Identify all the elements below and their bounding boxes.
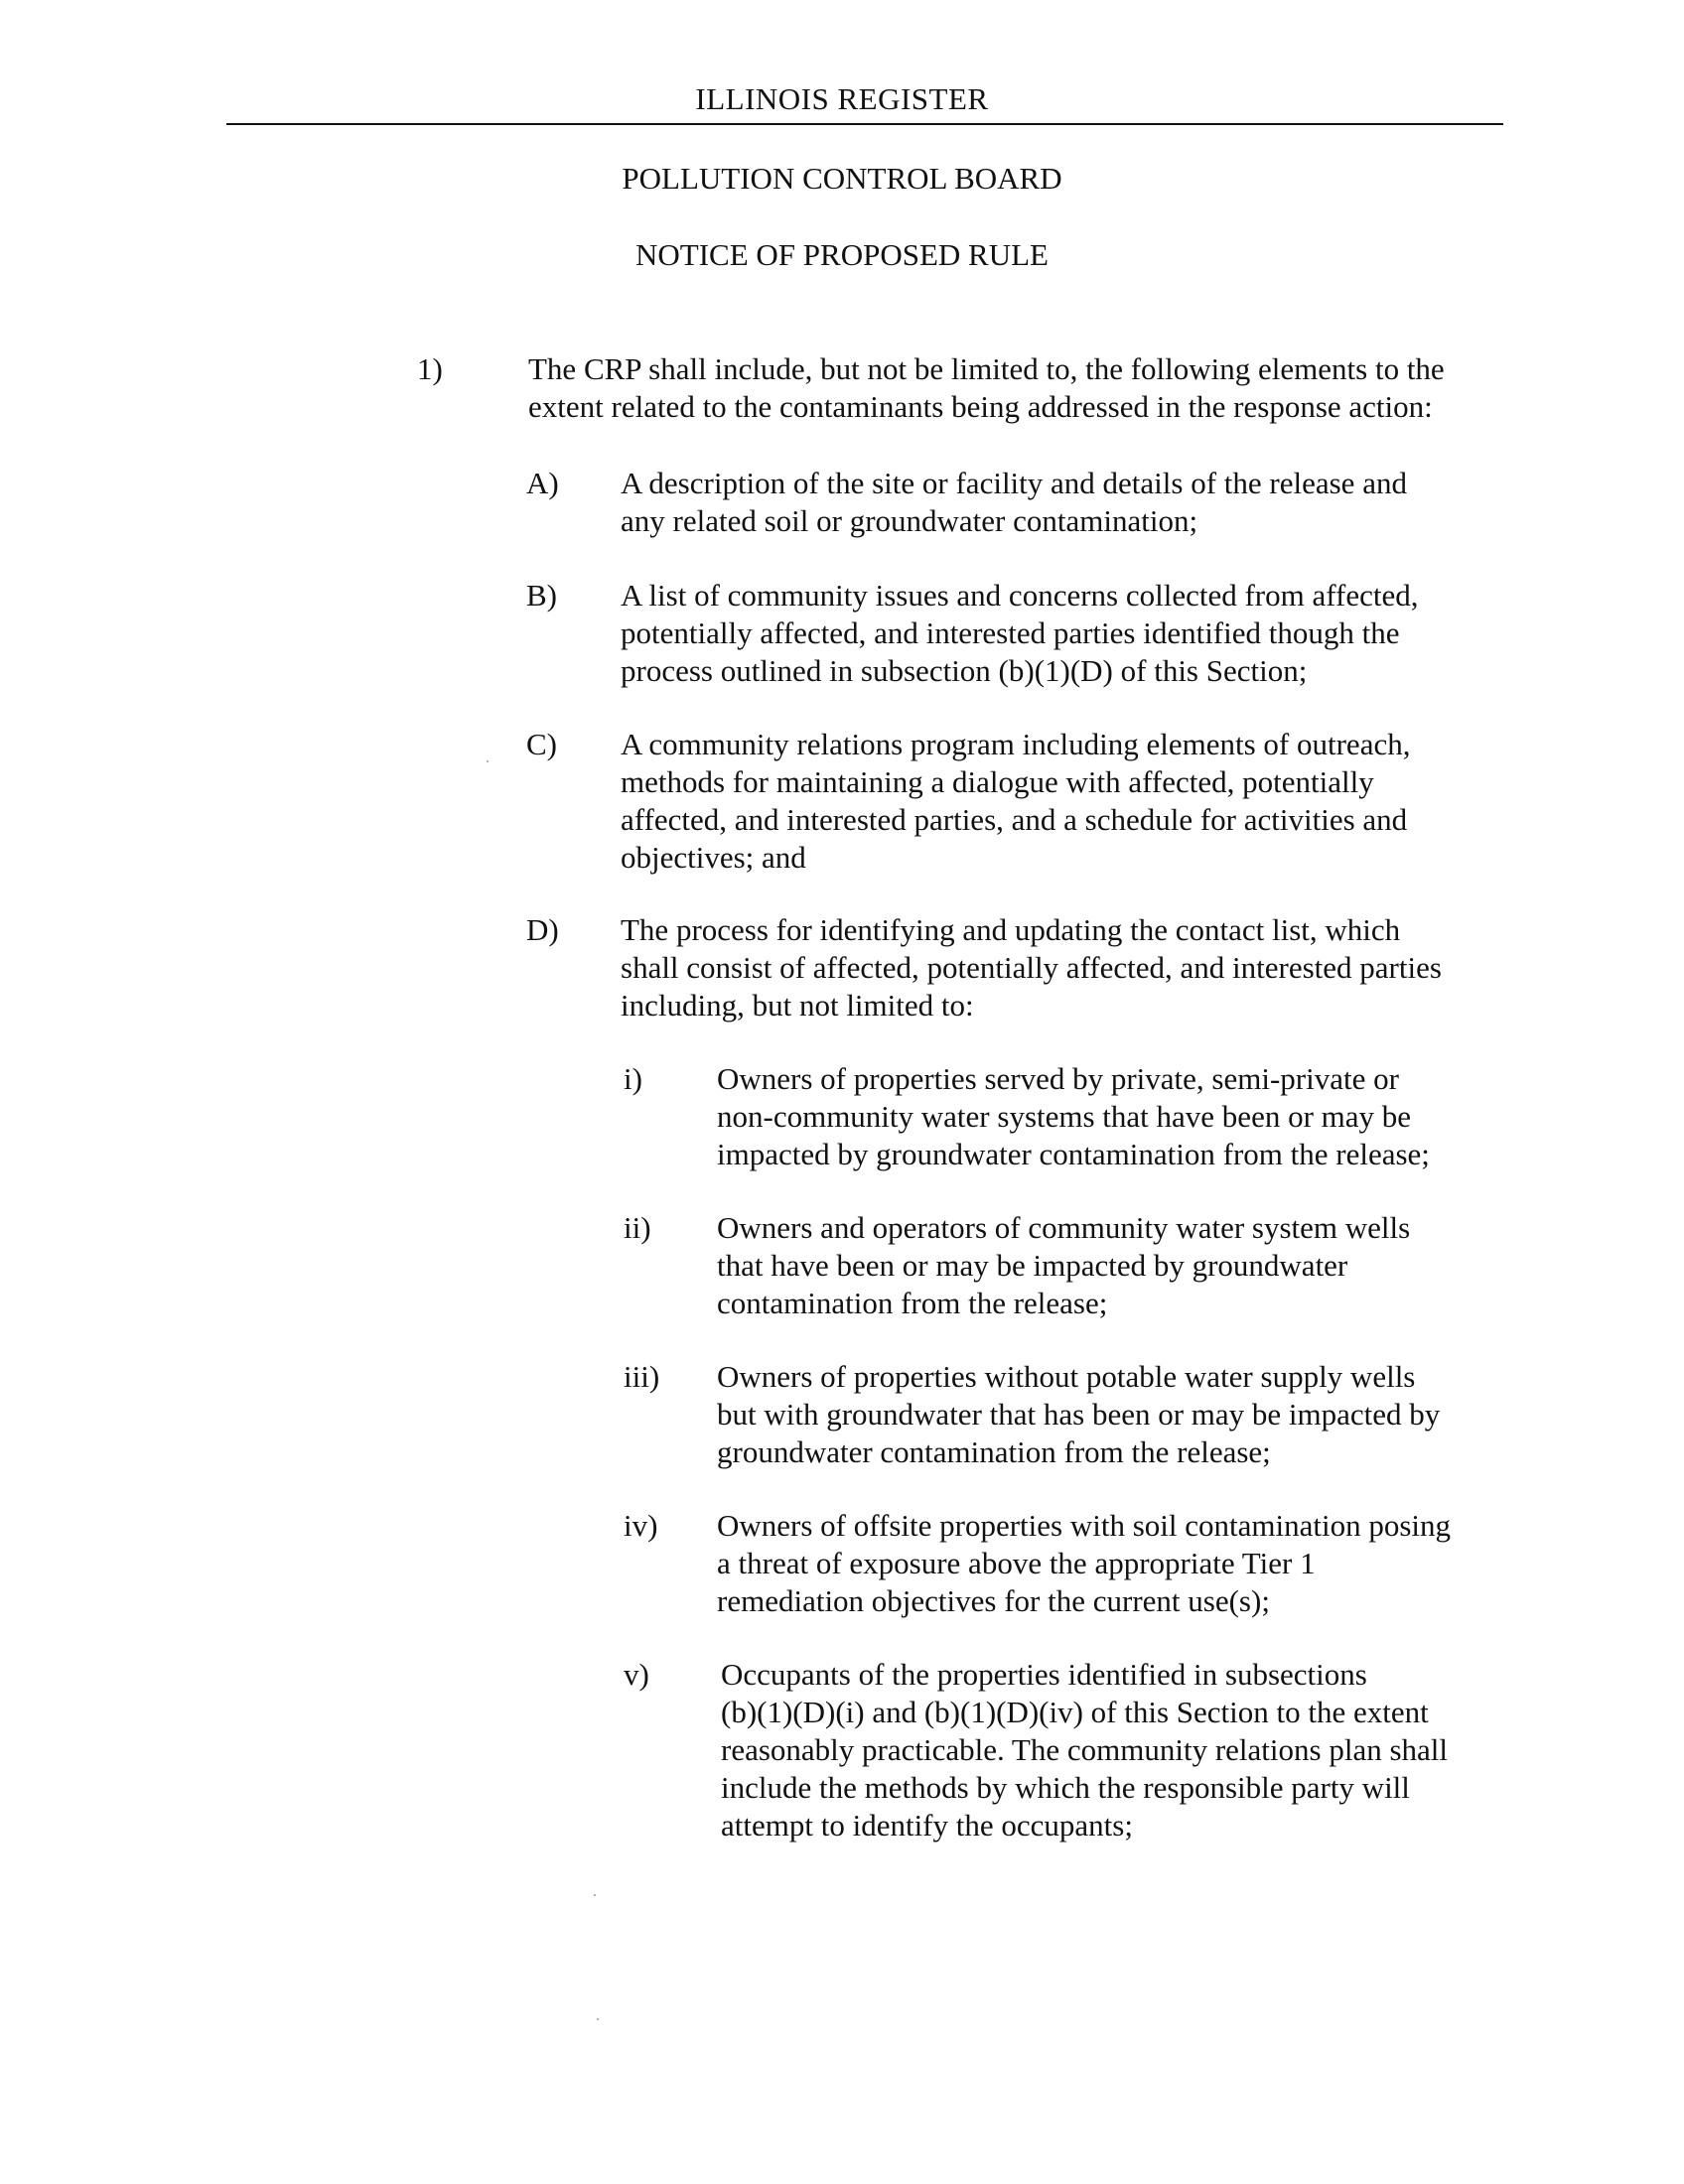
sub-item-iv-marker: iv) (624, 1508, 658, 1543)
sub-item-iv-text: Owners of offsite properties with soil contamination posing a threat of exposure above the appropriate Tier 1 remediation objectives for the current use(s); (717, 1508, 1452, 1618)
sub-item-v-text: Occupants of the properties identified in subsections (b)(1)(D)(i) and (b)(1)(D)(iv) of this Section to the extent reasonably practicable. The community relations plan shall include the methods by which the responsible party will attempt to identify the occupants; (721, 1657, 1448, 1843)
register-title: ILLINOIS REGISTER (695, 81, 989, 116)
sub-item-iii-text: Owners of properties without potable water supply wells but with groundwater that has been or may be impacted by groundwater contamination from the release; (717, 1359, 1441, 1469)
scan-speck (594, 1894, 596, 1896)
agency-heading: POLLUTION CONTROL BOARD (622, 161, 1062, 196)
item-1-marker: 1) (417, 351, 443, 386)
item-c-text: A community relations program including elements of outreach, methods for maintaining a dialogue with affected, potentially affected, and interested parties, and a schedule for activities and objectives; and (621, 727, 1411, 875)
notice-heading: NOTICE OF PROPOSED RULE (635, 237, 1049, 272)
scan-speck (597, 2018, 599, 2020)
scan-speck (487, 760, 489, 762)
sub-item-iii-marker: iii) (624, 1359, 660, 1394)
sub-item-ii-text: Owners and operators of community water system wells that have been or may be impacted by groundwater contamination from the release; (717, 1210, 1411, 1320)
item-b-text: A list of community issues and concerns collected from affected, potentially affected, and interested parties identified though the process outlined in subsection (b)(1)(D) of this Section; (621, 578, 1419, 688)
item-a-text: A description of the site or facility and details of the release and any related soil or groundwater contamination; (621, 466, 1407, 538)
sub-item-v-marker: v) (624, 1657, 649, 1692)
sub-item-i-marker: i) (624, 1061, 642, 1096)
item-d-text: The process for identifying and updating the contact list, which shall consist of affected, potentially affected, and interested parties including, but not limited to: (621, 912, 1442, 1023)
sub-item-i-text: Owners of properties served by private, semi-private or non-community water systems that have been or may be impacted by groundwater contamination from the release; (717, 1061, 1430, 1171)
sub-item-ii-marker: ii) (624, 1210, 651, 1245)
item-c-marker: C) (526, 727, 557, 761)
item-1-text: The CRP shall include, but not be limited to, the following elements to the extent related to the contaminants being addressed in the response action: (528, 351, 1445, 424)
item-d-marker: D) (526, 912, 559, 947)
item-a-marker: A) (526, 466, 559, 500)
header-rule (226, 123, 1503, 125)
item-b-marker: B) (526, 578, 557, 613)
